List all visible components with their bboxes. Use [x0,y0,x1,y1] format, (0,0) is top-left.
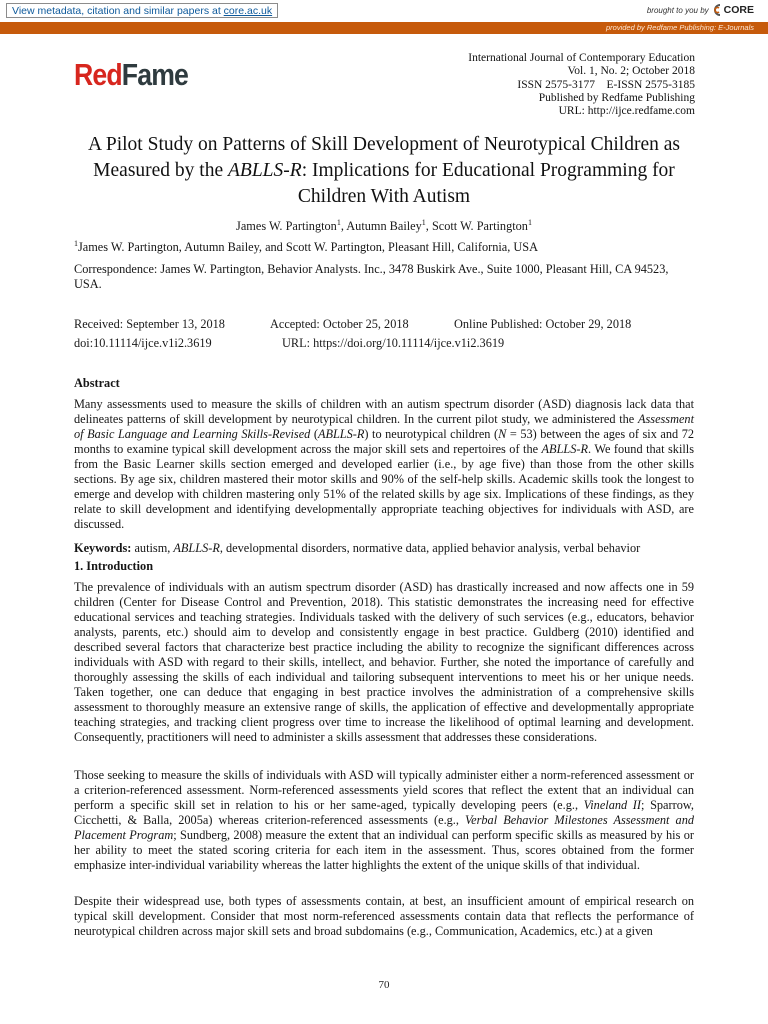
core-provided-text: provided by Redfame Publishing: E-Journals [606,23,754,32]
logo-dark-part: Fame [121,57,189,92]
intro-heading: 1. Introduction [74,559,154,573]
paper-title [60,132,708,210]
online-date: Online Published: October 29, 2018 [454,317,632,331]
abstract-text: . We found that skills from the Basic Learner skills section emerged and developed earlier (i.e., by age five) than those from the other skills sections. By age six, children mastered their motor skills and 90% of the self-help skills. Academic skills took the longest to emerge and develop with children mastering only 51% of the related skills by age six. Implications of these findings, as they relate to skill development and identifying developmentally appropriate teaching objectives for individuals with ASD, are discussed. [74,442,694,531]
keywords-text: autism, [131,541,174,555]
core-logo-icon [712,4,722,16]
journal-issn: ISSN 2575-3177 E-ISSN 2575-3185 [517,78,695,91]
journal-volume: Vol. 1, No. 2; October 2018 [567,65,695,78]
received-date: Received: September 13, 2018 [74,317,225,331]
core-metadata-prefix: View metadata, citation and similar papers at [12,5,221,17]
core-logo[interactable] [712,4,754,16]
doi[interactable]: doi:10.11114/ijce.v1i2.3619 [74,336,212,350]
core-brought-by [647,4,754,16]
abstract-heading: Abstract [74,376,120,390]
core-provided-bar [0,22,768,34]
paragraph-italic: Verbal Behavior Milestones Assessment and Placement Program [74,813,694,842]
author-3: Scott W. Partington [431,219,528,233]
title-part1: A Pilot Study on Patterns of Skill Development of Neurotypical Children as Measured by the [88,134,680,181]
author-1-sup: 1 [336,218,341,227]
abstract-text: = 53) between the ages of six and 72 months to examine typical skill development across the major skill sets and repertoires of the [74,427,694,456]
title-part2: : Implications for Educational Programming for Children With Autism [297,160,675,207]
paragraph-text: Those seeking to measure the skills of individuals with ASD will typically administer either a norm-referenced assessment or a criterion-referenced assessment. Norm-referenced assessments yield scores that reflect the extent that an individual can perform a specific skill set in relation to his or her same-aged, typically developing peers (e.g., [74,768,694,812]
journal-publisher: Published by Redfame Publishing [538,91,695,104]
paragraph-text: ; Sundberg, 2008) measure the extent that an individual can perform specific skills as measured by his or her ability to meet the stated scoring criteria for each item in the assessment. Thus, scores obtained from the former emphasize inter-individual variability whereas the latter highlights the extent of the unique skills of that individual. [74,828,695,872]
title-italic: ABLLS-R [228,160,302,181]
keywords-text: , developmental disorders, normative data, applied behavior analysis, verbal behavior [219,541,641,555]
journal-info [435,52,695,118]
intro-paragraph-2 [74,768,694,873]
abstract-body [74,397,694,532]
core-banner [0,0,768,23]
abstract-text: Many assessments used to measure the skills of children with an autism spectrum disorder (ASD) diagnosis lack data that delineates patterns of skill development by neurotypical children. In the current pilot study, we administered the [74,397,694,426]
accepted-date: Accepted: October 25, 2018 [270,317,409,331]
affiliation [74,240,694,255]
abstract-italic: ABLLS-R [317,427,365,441]
affiliation-text: James W. Partington, Autumn Bailey, and Scott W. Partington, Pleasant Hill, California, USA [78,240,538,254]
redfame-logo [74,58,188,92]
abstract-text: ( [310,427,318,441]
keywords [74,541,694,556]
core-brought-text: brought to you by [646,5,709,15]
doi-url[interactable]: URL: https://doi.org/10.11114/ijce.v1i2.3619 [282,336,505,350]
core-link[interactable]: core.ac.uk [223,5,273,17]
publication-dates [74,317,694,353]
logo-red-part: Red [74,57,122,92]
paragraph-italic: Vineland II [583,798,641,812]
intro-paragraph-1: The prevalence of individuals with an autism spectrum disorder (ASD) has drastically increased and now affects one in 59 children (Center for Disease Control and Prevention, 2018). This statistic demonstrates the increasing need for effective educational services and teaching strategies. Individuals tasked with the delivery of such services (e.g., educators, behavior analysts, parents, etc.) should aim to develop and consistently engage in best practice. Guldberg (2010) identified and described several factors that characterize best practice including the ability to recognize the significant differences across individuals with ASD with regard to their skills, intellect, and behavior. Further, she noted the importance of carefully and thoroughly assessing the skills of each individual and tailoring subsequent interventions to meet his or her unique needs. Taken together, one can deduce that engaging in best practice involves the administration of a comprehensive skills assessment to thoroughly measure an extensive range of skills, the application of effective and developmentally appropriate teaching strategies, and tracking client progress over time to increase the likelihood of optimal learning and development. Consequently, practitioners will need to administer a skills assessment that addresses these considerations. [74,580,694,744]
abstract-text: ) to neurotypical children ( [364,427,499,441]
abstract-italic: Assessment of Basic Language and Learning Skills-Revised [74,412,694,441]
keywords-italic: ABLLS-R [173,541,220,555]
abstract-italic: ABLLS-R [541,442,589,456]
author-3-sup: 1 [527,218,532,227]
affiliation-sup: 1 [74,239,78,248]
author-2: Autumn Bailey [346,219,422,233]
core-logo-text: CORE [723,4,754,16]
paragraph-text: ; Sparrow, Cicchetti, & Balla, 2005a) whereas criterion-referenced assessments (e.g., [74,798,695,827]
page-number: 70 [378,979,390,991]
intro-paragraph-3: Despite their widespread use, both types of assessments contain, at best, an insufficient amount of empirical research on typical skill development. Consider that most norm-referenced assessments contain data that reflects the performance of neurotypical children across major skill sets and broad subdomains (e.g., Communication, Academics, etc.) at a given [74,894,694,938]
author-2-sup: 1 [421,218,426,227]
author-1: James W. Partington [236,219,337,233]
core-metadata-link[interactable] [6,3,278,18]
journal-name: International Journal of Contemporary Education [468,52,695,64]
author-list: James W. Partington$^1$, Autumn Bailey$^1$, Scott W. Partington$^1$ [236,218,532,233]
keywords-label: Keywords: [74,541,132,555]
correspondence: Correspondence: James W. Partington, Behavior Analysts. Inc., 3478 Buskirk Ave., Suite 1000, Pleasant Hill, CA 94523, USA. [74,262,669,291]
abstract-italic: N [498,427,507,441]
journal-url: URL: http://ijce.redfame.com [558,105,695,118]
